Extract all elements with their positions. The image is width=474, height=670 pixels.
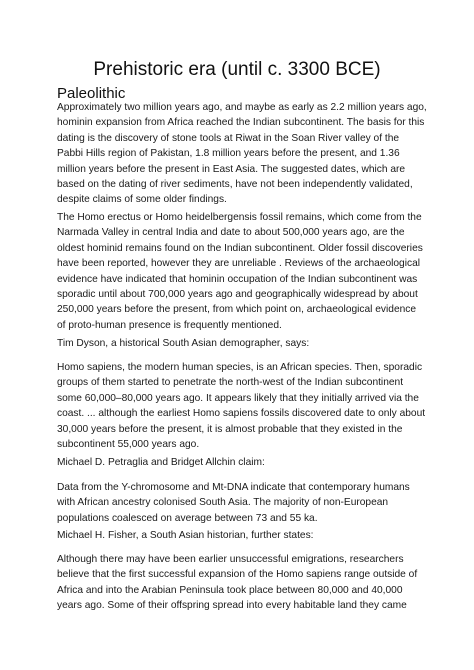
- quote-petraglia-allchin: Data from the Y-chromosome and Mt-DNA indicate that contemporary humans with African ancestry colonised South Asia. The majority of non-European populations coalesced on average between 73 and 55 ka.: [57, 482, 410, 524]
- section-heading-paleolithic: Paleolithic: [57, 85, 126, 102]
- paragraph-fisher-intro: Michael H. Fisher, a South Asian historian, further states:: [57, 530, 314, 541]
- paragraph-petraglia-allchin-intro: Michael D. Petraglia and Bridget Allchin claim:: [57, 457, 265, 468]
- paragraph-tim-dyson-intro: Tim Dyson, a historical South Asian demographer, says:: [57, 338, 310, 349]
- quote-tim-dyson: Homo sapiens, the modern human species, is an African species. Then, sporadic groups of them started to penetrate the north-west of the Indian subcontinent some 60,000–80,000 years ago. It appears likely that they initially arrived via the coast. ... although the earliest Homo sapiens fossils discovered date to only about 30,000 years before the present, it is almost probable that they existed in the subcontinent 55,000 years ago.: [57, 362, 426, 451]
- paragraph-hominin-expansion: Approximately two million years ago, and maybe as early as 2.2 million years ago, hominin expansion from Africa reached the Indian subcontinent. The basis for this dating is the discovery of stone tools at Riwat in the Soan River valley of the Pabbi Hills region of Pakistan, 1.8 million years before the present, and 1.36 million years before the present in East Asia. The suggested dates, which are based on the dating of river sediments, have not been independently validated, despite claims of some older findings.: [57, 102, 427, 206]
- quote-fisher: Although there may have been earlier unsuccessful emigrations, researchers believe that the first successful expansion of the Homo sapiens range outside of Africa and into the Arabian Peninsula took place between 80,000 and 40,000 years ago. Some of their offspring spread into every habitable land they came: [57, 554, 418, 612]
- document-title: Prehistoric era (until c. 3300 BCE): [93, 59, 381, 80]
- paragraph-homo-erectus-fossils: The Homo erectus or Homo heidelbergensis fossil remains, which come from the Narmada Valley in central India and date to about 500,000 years ago, are the oldest hominid remains found on the Indian subcontinent. Older fossil discoveries have been reported, however they are unreliable . Reviews of the archaeological evidence have indicated that hominin occupation of the Indian subcontinent was sporadic until about 700,000 years ago and geographically widespread by about 250,000 years before the present, from which point on, archaeological evidence of proto-human presence is frequently mentioned.: [57, 212, 423, 331]
